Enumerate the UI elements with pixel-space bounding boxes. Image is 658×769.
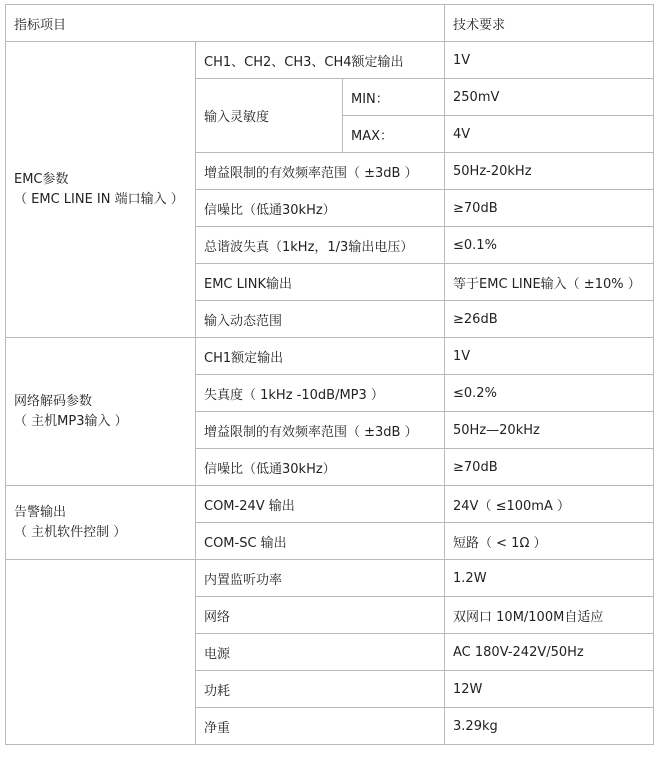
item-cell: CH1额定输出 [196, 338, 445, 375]
item-cell: 电源 [196, 634, 445, 671]
value-cell: AC 180V-242V/50Hz [445, 634, 654, 671]
value-cell: ≥26dB [445, 301, 654, 338]
group-network-title: 网络解码参数 [14, 393, 93, 409]
group-emc-subtitle: （ EMC LINE IN 端口输入 ） [14, 191, 184, 207]
item-cell: 网络 [196, 597, 445, 634]
item-cell: EMC LINK输出 [196, 264, 445, 301]
item-cell: 增益限制的有效频率范围（ ±3dB ） [196, 412, 445, 449]
value-cell: ≥70dB [445, 449, 654, 486]
value-cell: 双网口 10M/100M自适应 [445, 597, 654, 634]
spec-table [5, 4, 654, 745]
value-cell: 4V [445, 116, 654, 153]
value-cell: ≤0.1% [445, 227, 654, 264]
item-cell: 信噪比（低通30kHz） [196, 449, 445, 486]
value-cell: ≥70dB [445, 190, 654, 227]
item-cell: 功耗 [196, 671, 445, 708]
value-cell: 12W [445, 671, 654, 708]
table-row [6, 560, 654, 597]
header-requirement: 技术要求 [445, 5, 654, 42]
value-cell: 等于EMC LINE输入（ ±10% ） [445, 264, 654, 301]
value-cell: 1V [445, 42, 654, 79]
sub-item-cell: MIN： [343, 79, 445, 116]
value-cell: 1V [445, 338, 654, 375]
value-cell: 50Hz-20kHz [445, 153, 654, 190]
item-cell: 输入灵敏度 [196, 79, 343, 153]
item-cell: CH1、CH2、CH3、CH4额定输出 [196, 42, 445, 79]
value-cell: 1.2W [445, 560, 654, 597]
group-network-cell [6, 338, 196, 486]
header-item: 指标项目 [6, 5, 445, 42]
header-row [6, 5, 654, 42]
item-cell: 总谐波失真（1kHz，1/3输出电压） [196, 227, 445, 264]
item-cell: 净重 [196, 708, 445, 745]
value-cell: 3.29kg [445, 708, 654, 745]
group-network-subtitle: （ 主机MP3输入 ） [14, 413, 128, 429]
group-alarm-subtitle: （ 主机软件控制 ） [14, 524, 127, 540]
value-cell: ≤0.2% [445, 375, 654, 412]
sub-item-cell: MAX： [343, 116, 445, 153]
group-alarm-title: 告警输出 [14, 504, 67, 520]
group-alarm-cell [6, 486, 196, 560]
table-row [6, 338, 654, 375]
item-cell: COM-24V 输出 [196, 486, 445, 523]
item-cell: 信噪比（低通30kHz） [196, 190, 445, 227]
item-cell: 内置监听功率 [196, 560, 445, 597]
table-row [6, 486, 654, 523]
value-cell: 50Hz—20kHz [445, 412, 654, 449]
value-cell: 250mV [445, 79, 654, 116]
item-cell: 失真度（ 1kHz -10dB/MP3 ） [196, 375, 445, 412]
value-cell: 短路（ < 1Ω ） [445, 523, 654, 560]
item-cell: COM-SC 输出 [196, 523, 445, 560]
group-general-cell [6, 560, 196, 745]
group-emc-title: EMC参数 [14, 171, 69, 187]
item-cell: 增益限制的有效频率范围（ ±3dB ） [196, 153, 445, 190]
group-emc-cell [6, 42, 196, 338]
item-cell: 输入动态范围 [196, 301, 445, 338]
table-row [6, 42, 654, 79]
value-cell: 24V（ ≤100mA ） [445, 486, 654, 523]
